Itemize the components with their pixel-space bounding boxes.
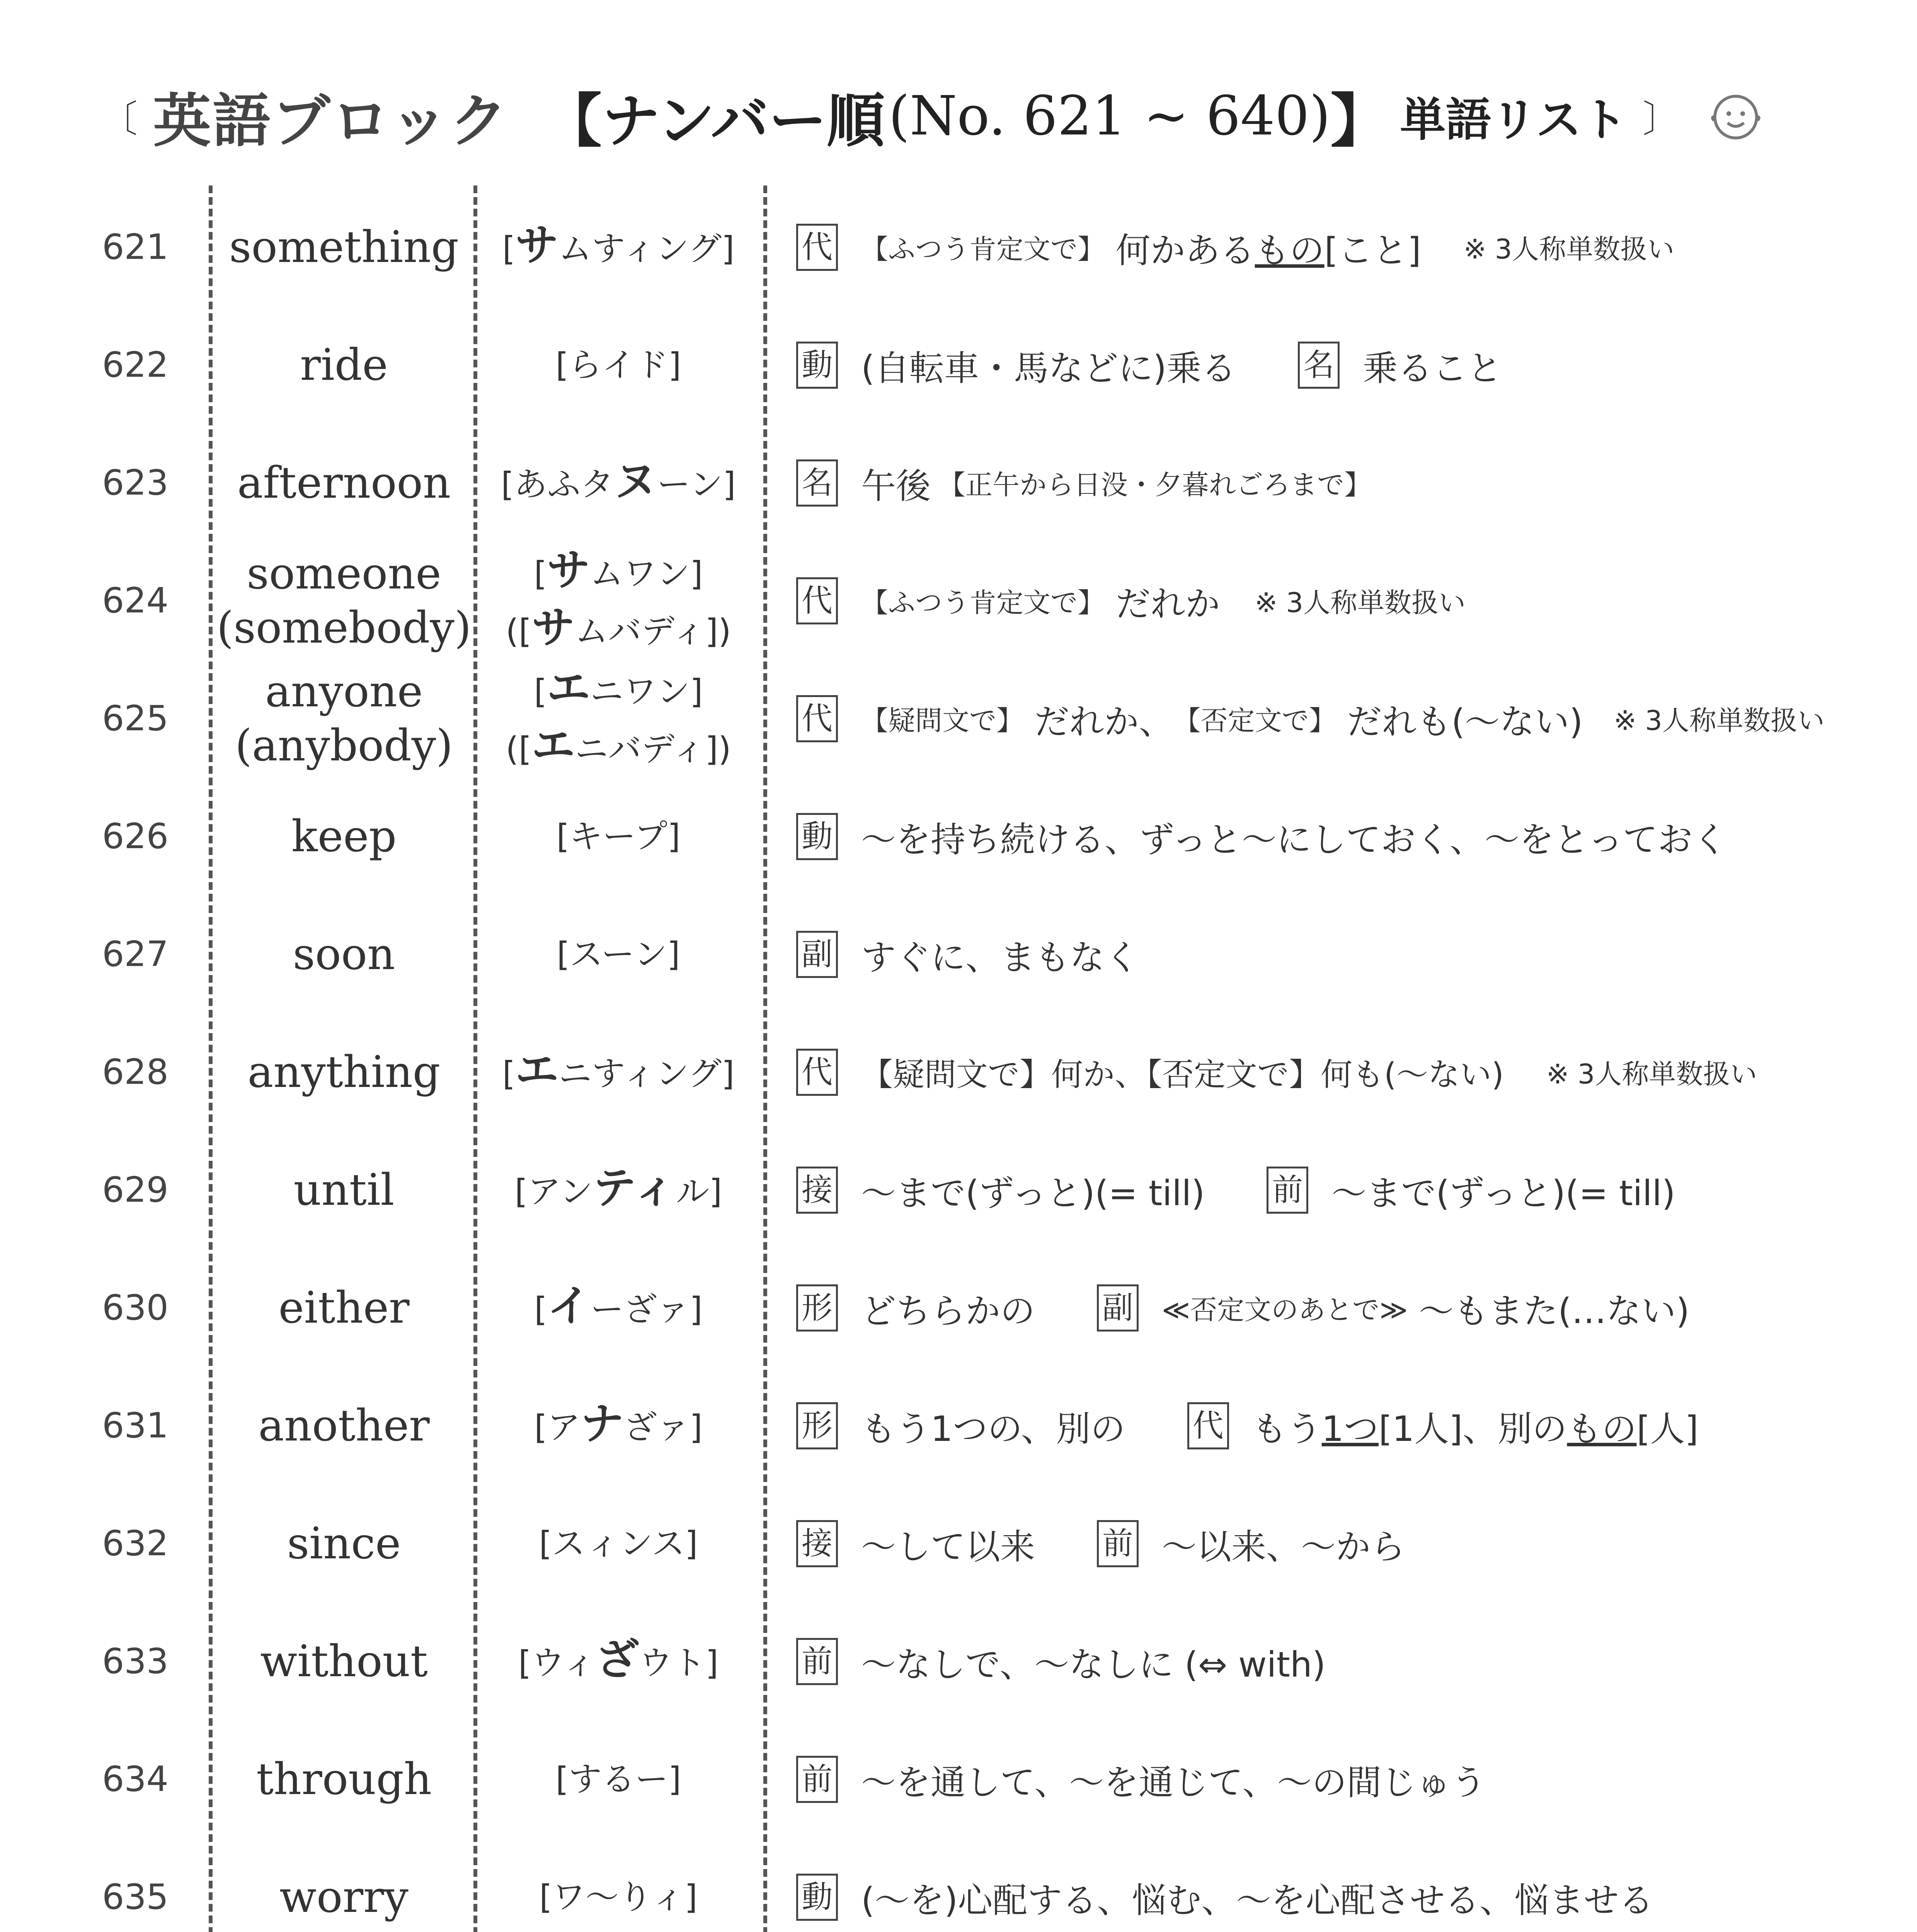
part-of-speech-badge: 接	[796, 1167, 838, 1214]
english-word: through	[256, 1754, 432, 1804]
word-row	[0, 1367, 1917, 1485]
english-word: something	[229, 222, 459, 272]
word-row	[0, 188, 1917, 306]
part-of-speech-badge: 代	[796, 224, 838, 271]
pronunciation: [エニワン]	[534, 663, 703, 713]
meaning: 代 【ふつう肯定文で】 だれか ※ 3人称単数扱い	[796, 542, 1840, 660]
word-number: 622	[102, 345, 169, 385]
title-bracket-open: 【	[544, 88, 602, 155]
word-number: 627	[102, 934, 169, 975]
pronunciation: [するー]	[555, 1760, 681, 1799]
pronunciation: [イーざァ]	[534, 1281, 703, 1331]
pronunciation: [スーン]	[557, 935, 680, 974]
english-word-alt: (somebody)	[216, 602, 472, 653]
open-bracket: 〔	[100, 97, 138, 141]
part-of-speech-badge: 動	[796, 1874, 838, 1921]
part-of-speech-badge: 接	[796, 1520, 838, 1567]
word-row	[0, 306, 1917, 424]
pronunciation-alt: ([サムバディ])	[506, 602, 731, 653]
english-word-alt: (anybody)	[235, 720, 453, 771]
word-number: 625	[102, 698, 169, 739]
english-word: someone	[247, 548, 441, 599]
word-row	[0, 1249, 1917, 1367]
word-row	[0, 1131, 1917, 1249]
pronunciation: [キープ]	[556, 817, 681, 856]
english-word: another	[258, 1400, 430, 1451]
part-of-speech-badge: 動	[796, 342, 838, 389]
word-number: 629	[102, 1170, 169, 1210]
english-word: without	[260, 1636, 428, 1687]
word-row	[0, 1013, 1917, 1131]
meaning: 代 【疑問文で】何か、【否定文で】何も(〜ない) ※ 3人称単数扱い	[796, 1013, 1840, 1131]
part-of-speech-badge: 名	[1298, 342, 1340, 389]
english-word: since	[287, 1518, 401, 1569]
meaning: 接 〜して以来 前 〜以来、〜から	[796, 1485, 1840, 1602]
pronunciation: [らイド]	[555, 345, 681, 384]
word-number: 633	[102, 1641, 169, 1682]
word-row	[0, 1720, 1917, 1838]
word-number: 635	[102, 1877, 169, 1917]
word-row	[0, 1838, 1917, 1932]
word-row	[0, 424, 1917, 542]
word-row	[0, 777, 1917, 895]
word-row	[0, 895, 1917, 1013]
part-of-speech-badge: 代	[796, 577, 838, 624]
meaning: 動 〜を持ち続ける、ずっと〜にしておく、〜をとっておく	[796, 777, 1840, 895]
english-word: anything	[247, 1047, 441, 1097]
pronunciation: [アナざァ]	[534, 1399, 703, 1449]
word-number: 623	[102, 463, 169, 503]
part-of-speech-badge: 代	[796, 695, 838, 742]
page-header	[85, 73, 1824, 158]
part-of-speech-badge: 前	[796, 1638, 838, 1685]
close-bracket: 〕	[1643, 97, 1680, 141]
english-word: ride	[300, 340, 388, 390]
part-of-speech-badge: 副	[1097, 1284, 1139, 1332]
word-number: 626	[102, 816, 169, 857]
word-number: 628	[102, 1052, 169, 1092]
english-word: anyone	[265, 666, 423, 717]
brand-name: 英語ブロック	[153, 88, 509, 155]
meaning: 動 (自転車・馬などに)乗る 名 乗ること	[796, 306, 1840, 424]
meaning: 形 もう1つの、別の 代 もう 1つ [1人]、別の もの [人]	[796, 1367, 1840, 1485]
part-of-speech-badge: 形	[796, 1284, 838, 1332]
english-word: until	[293, 1165, 395, 1215]
part-of-speech-badge: 形	[796, 1402, 838, 1449]
meaning: 代 【ふつう肯定文で】 何かある もの [こと] ※ 3人称単数扱い	[796, 188, 1840, 306]
meaning: 前 〜なしで、〜なしに (⇔ with)	[796, 1602, 1840, 1720]
pronunciation: [ウィざウト]	[518, 1634, 718, 1685]
meaning: 形 どちらかの 副 ≪否定文のあとで≫ 〜もまた(…ない)	[796, 1249, 1840, 1367]
part-of-speech-badge: 代	[1187, 1402, 1229, 1449]
meaning: 名 午後 【正午から日没・夕暮れごろまで】	[796, 424, 1840, 542]
pronunciation-alt: ([エニバディ])	[506, 720, 731, 771]
meaning: 副 すぐに、まもなく	[796, 895, 1840, 1013]
english-word: either	[278, 1282, 410, 1333]
meaning: 接 〜まで(ずっと)(= till) 前 〜まで(ずっと)(= till)	[796, 1131, 1840, 1249]
number-range: (No. 621 ~ 640)	[889, 84, 1331, 148]
pronunciation: [スィンス]	[539, 1524, 698, 1563]
word-row	[0, 1485, 1917, 1602]
page-title: ナンバー順	[602, 88, 885, 155]
pronunciation: [エニすィング]	[502, 1045, 735, 1095]
word-row	[0, 1602, 1917, 1720]
word-row	[0, 542, 1917, 660]
part-of-speech-badge: 名	[796, 459, 838, 507]
part-of-speech-badge: 副	[796, 931, 838, 978]
part-of-speech-badge: 前	[1267, 1167, 1308, 1214]
pronunciation: [サムワン]	[534, 545, 703, 595]
meaning: 前 〜を通して、〜を通じて、〜の間じゅう	[796, 1720, 1840, 1838]
pronunciation: [アンティル]	[514, 1163, 722, 1213]
part-of-speech-badge: 動	[796, 813, 838, 860]
pronunciation: [ワ〜りィ]	[539, 1878, 698, 1917]
word-number: 631	[102, 1405, 169, 1446]
part-of-speech-badge: 前	[796, 1756, 838, 1803]
word-row	[0, 660, 1917, 777]
part-of-speech-badge: 前	[1097, 1520, 1139, 1567]
page-subtitle: 単語リスト	[1400, 93, 1628, 146]
title-bracket-close: 】	[1330, 88, 1389, 155]
pronunciation: [あふタヌーン]	[501, 456, 736, 506]
pronunciation: [サムすィング]	[502, 220, 735, 270]
english-word: soon	[293, 929, 395, 980]
smiley-face-icon	[1707, 87, 1765, 145]
word-number: 634	[102, 1759, 169, 1799]
part-of-speech-badge: 代	[796, 1049, 838, 1096]
meaning: 動 (〜を)心配する、悩む、〜を心配させる、悩ませる	[796, 1838, 1840, 1932]
english-word: afternoon	[237, 457, 451, 508]
word-number: 621	[102, 227, 169, 267]
meaning: 代 【疑問文で】 だれか、 【否定文で】 だれも(〜ない) ※ 3人称単数扱い	[796, 660, 1840, 777]
word-number: 630	[102, 1287, 169, 1328]
word-number: 632	[102, 1523, 169, 1564]
english-word: worry	[279, 1872, 409, 1922]
word-number: 624	[102, 580, 169, 621]
english-word: keep	[291, 811, 397, 862]
